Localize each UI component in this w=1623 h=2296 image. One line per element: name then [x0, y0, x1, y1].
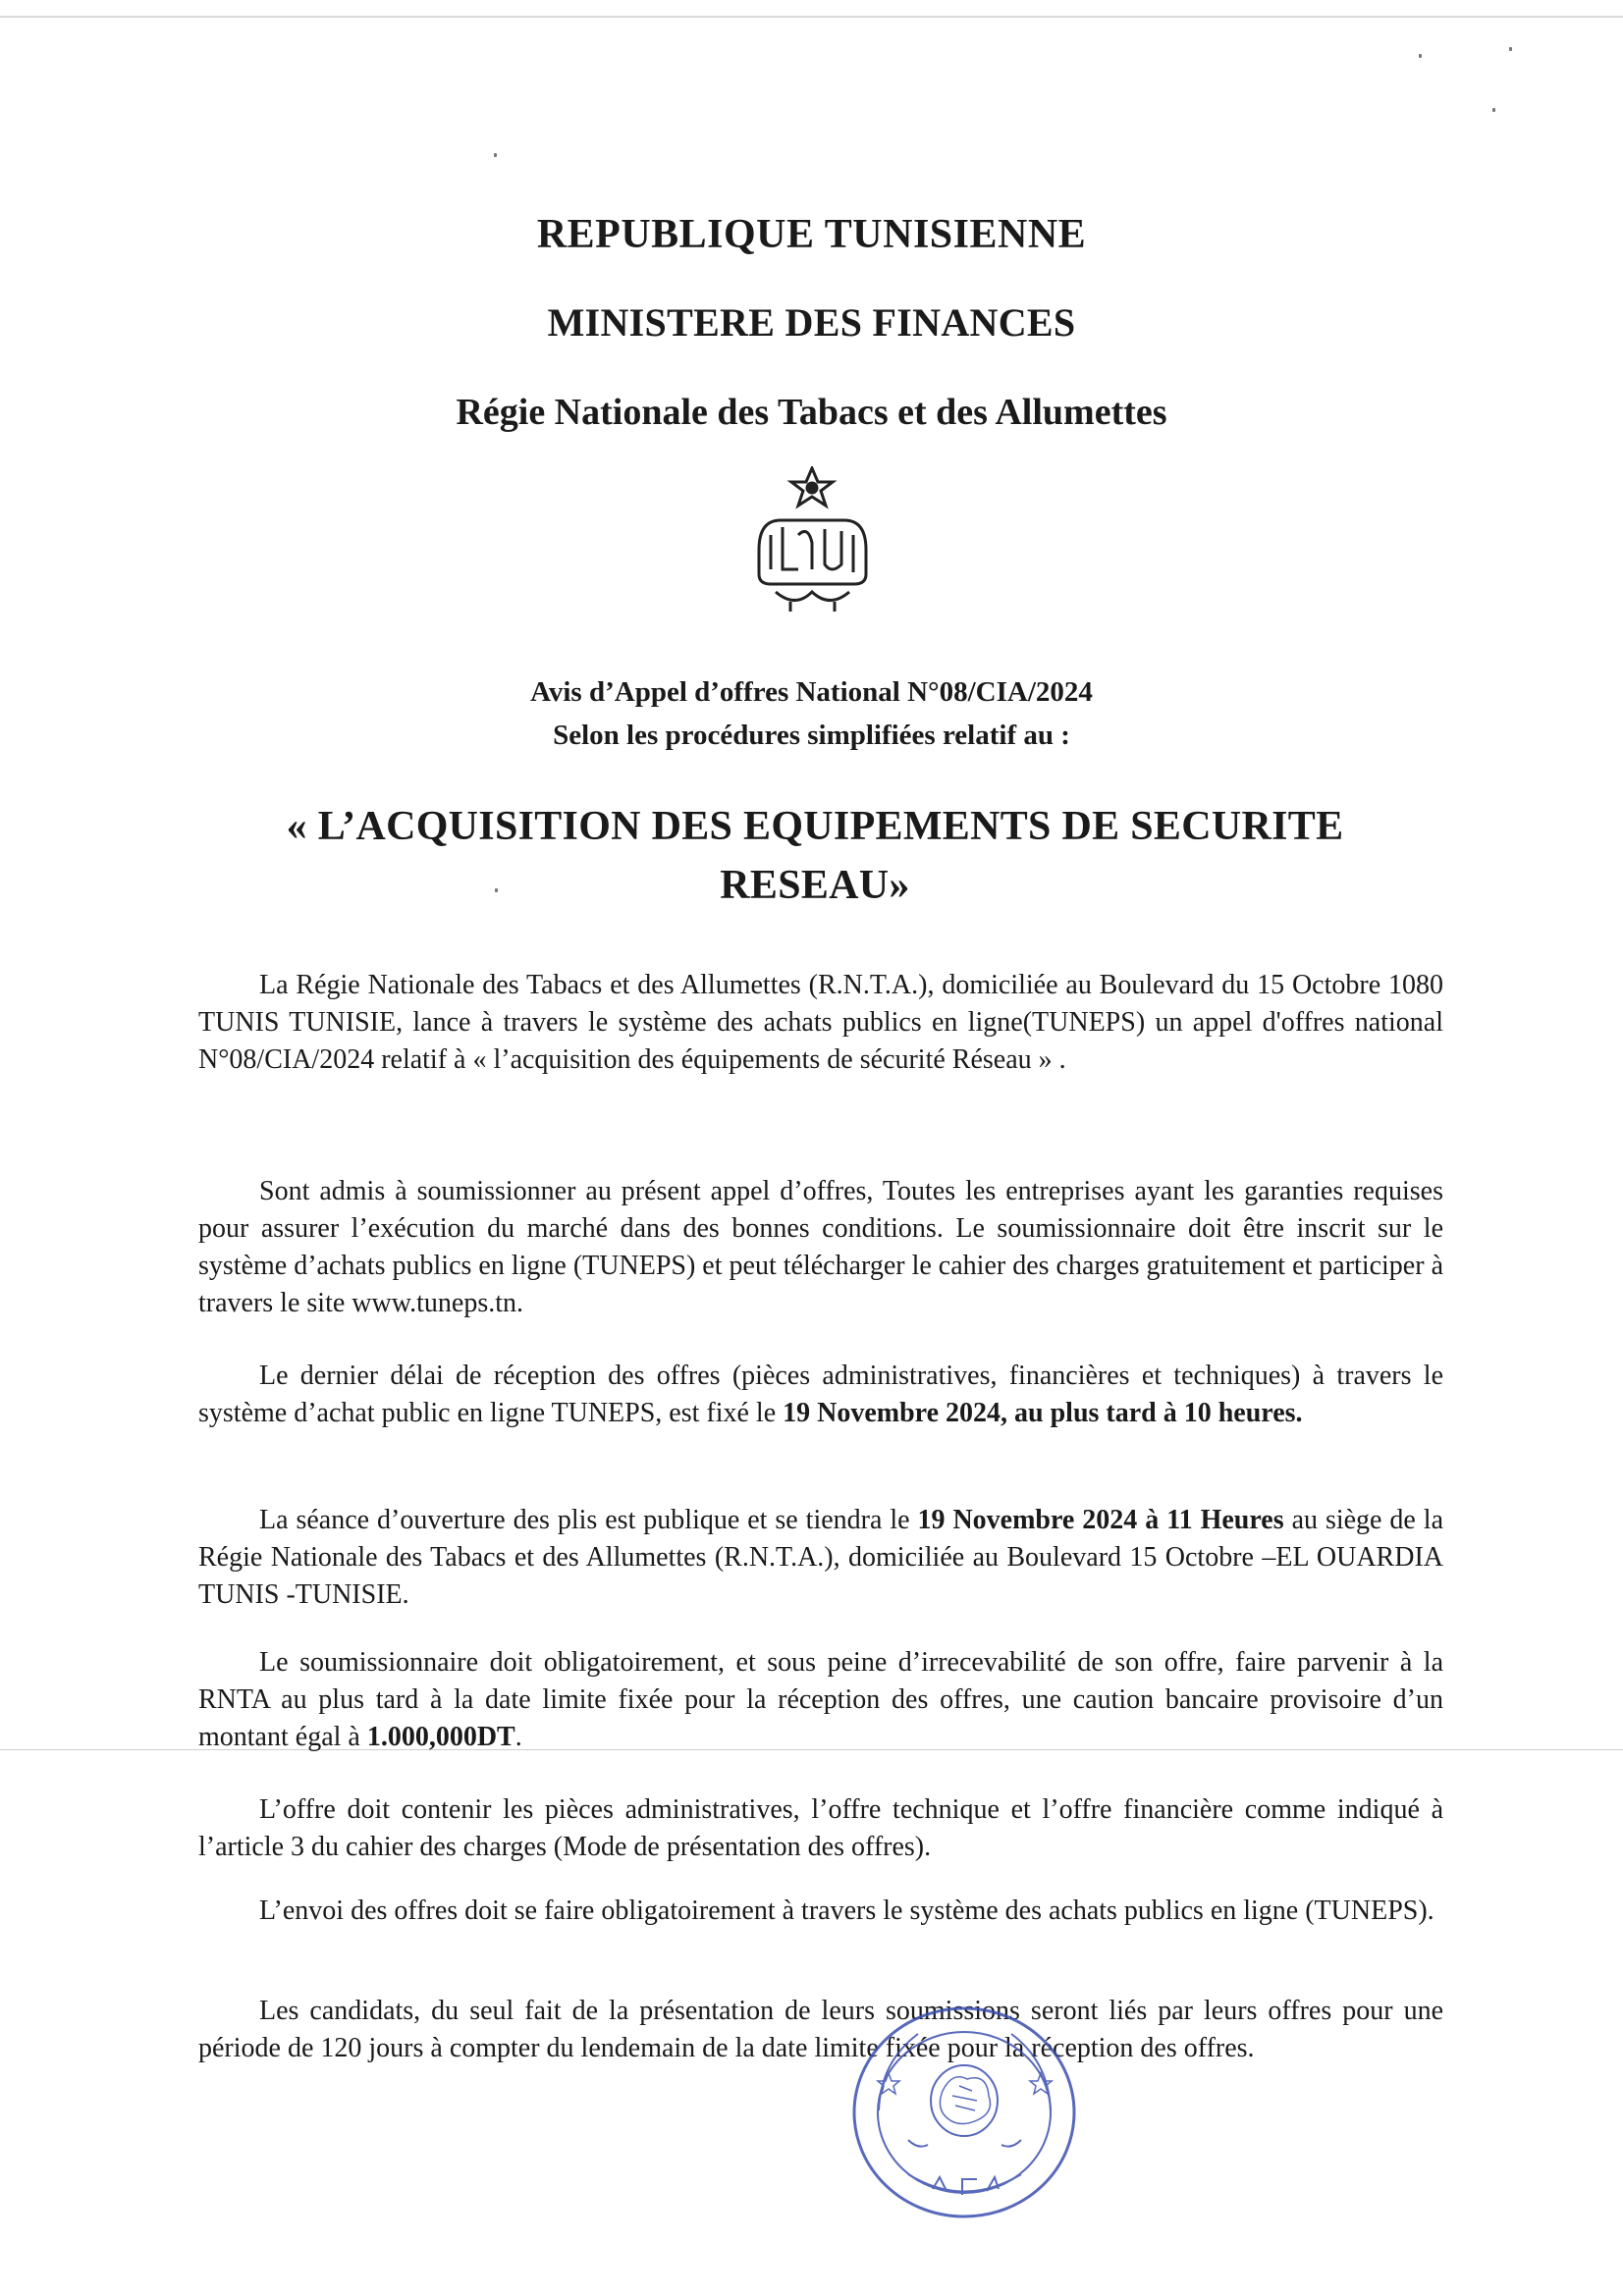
rnta-calligraphic-logo-icon [751, 466, 874, 614]
paragraph-submission [198, 1893, 1443, 1930]
paragraph-text: L’offre doit contenir les pièces administratives, l’offre technique et l’offre financière comme indiqué à l’article 3 du cahier des charges (Mode de présentation des offres). [198, 1794, 1443, 1862]
scan-border-line [0, 16, 1623, 18]
paragraph-eligibility [198, 1173, 1443, 1322]
paragraph-text: La séance d’ouverture des plis est publique et se tiendra le [259, 1505, 910, 1535]
scan-speck [1419, 54, 1422, 58]
scan-speck [494, 153, 497, 157]
tender-subject-line-2: RESEAU» [720, 863, 910, 908]
paragraph-announcement [198, 967, 1443, 1079]
ministry-heading: MINISTERE DES FINANCES [547, 300, 1076, 345]
official-ministry-seal-icon [849, 2002, 1080, 2223]
paragraph-deadline [198, 1358, 1443, 1432]
scan-speck [1509, 47, 1512, 51]
paragraph-text: Le soumissionnaire doit obligatoirement, et sous peine d’irrecevabilité de son offre, faire parvenir à la RNTA au plus tard à la date limite fixée pour la réception des offres, une caution bancaire provisoire d’un montant égal à [198, 1647, 1443, 1752]
tender-number-line: Avis d’Appel d’offres National N°08/CIA/2024 [530, 676, 1093, 708]
paragraph-text: Les candidats, du seul fait de la présentation de leurs soumissions seront liés par leurs offres pour une période de 120 jours à compter du lendemain de la date limite fixée pour la réception des offres. [198, 1996, 1443, 2063]
organization-heading: Régie Nationale des Tabacs et des Allumettes [456, 392, 1167, 433]
country-heading: REPUBLIQUE TUNISIENNE [536, 212, 1087, 257]
deadline-date: 19 Novembre 2024, au plus tard à 10 heures. [783, 1398, 1303, 1428]
paragraph-text: La Régie Nationale des Tabacs et des Allumettes (R.N.T.A.), domiciliée au Boulevard du 15 Octobre 1080 TUNIS TUNISIE, lance à travers le système des achats publics en ligne(TUNEPS) un appel d'offres national N°08/CIA/2024 relatif à « l’acquisition des équipements de sécurité Réseau » . [198, 970, 1443, 1075]
paragraph-validity [198, 1993, 1443, 2067]
paragraph-offer-content [198, 1791, 1443, 1866]
paragraph-guarantee [198, 1644, 1443, 1756]
tender-procedure-line: Selon les procédures simplifiées relatif au : [553, 720, 1070, 751]
guarantee-amount: 1.000,000DT [366, 1722, 515, 1752]
paragraph-text: L’envoi des offres doit se faire obligatoirement à travers le système des achats publics en ligne (TUNEPS). [259, 1896, 1434, 1926]
paragraph-end: . [514, 1722, 522, 1752]
paragraph-text: au siège de la Régie Nationale des Tabacs et des Allumettes (R.N.T.A.), domiciliée au Boulevard 15 Octobre –EL OUARDIA TUNIS -TUNISIE. [198, 1505, 1444, 1610]
tender-title [0, 670, 1623, 757]
paragraph-text: Sont admis à soumissionner au présent appel d’offres, Toutes les entreprises ayant les garanties requises pour assurer l’exécution du marché dans des bonnes conditions. Le soumissionnaire doit être inscrit sur le système d’achats publics en ligne (TUNEPS) et peut télécharger le cahier des charges gratuitement et participer à travers le site www.tuneps.tn. [198, 1176, 1443, 1318]
tender-subject-line-1: « L’ACQUISITION DES EQUIPEMENTS DE SECURITE [286, 804, 1344, 849]
scan-speck [1492, 108, 1495, 112]
opening-date: 19 Novembre 2024 à 11 Heures [917, 1505, 1284, 1535]
paragraph-text: Le dernier délai de réception des offres (pièces administratives, financières et techniques) à travers le système d’achat public en ligne TUNEPS, est fixé le [198, 1361, 1443, 1428]
paragraph-opening-session [198, 1502, 1443, 1614]
tender-subject [177, 797, 1453, 915]
